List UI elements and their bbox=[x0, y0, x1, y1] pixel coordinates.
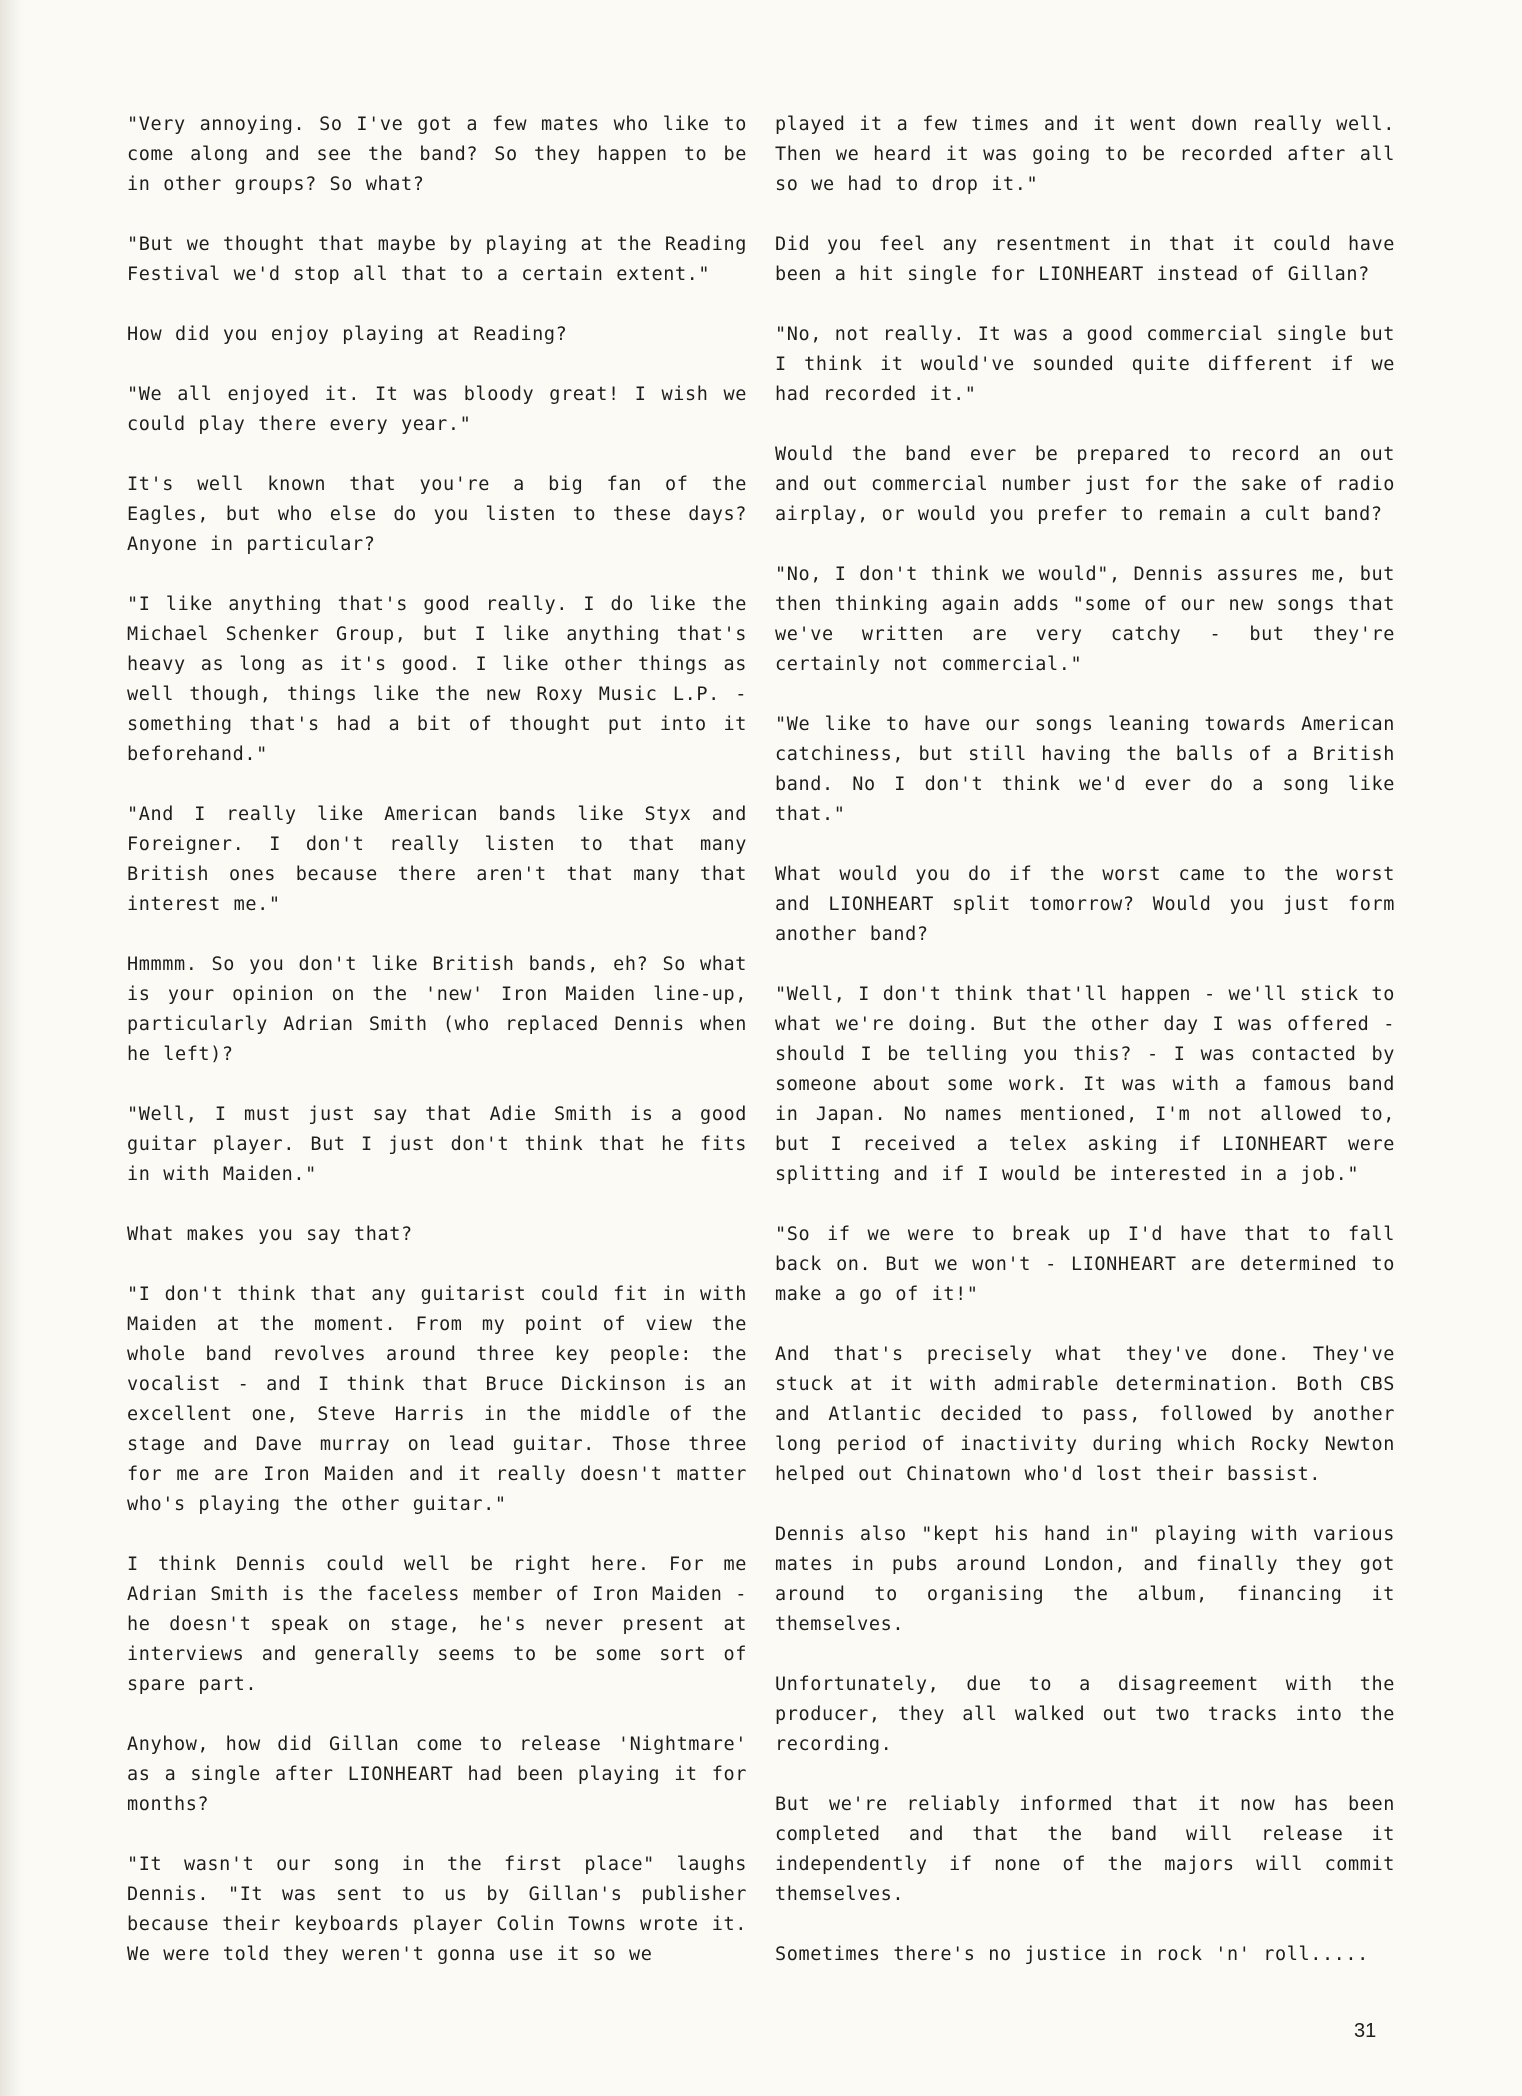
interview-question: What would you do if the worst came to the worst and LIONHEART split tomorrow? Would you just form another band? bbox=[775, 864, 1395, 945]
article-paragraph: "I don't think that any guitarist could fit in with Maiden at the moment. From my point of view the whole band revolves around three key people: the vocalist - and I think that Bruce Dickinson is an excellent one, Steve Harris in the middle of the stage and Dave murray on lead guitar. Those three for me are Iron Maiden and it really doesn't matter who's playing the other guitar." bbox=[127, 1284, 747, 1515]
article-column-right bbox=[775, 110, 1395, 2000]
interview-question: Would the band ever be prepared to record an out and out commercial number just for the sake of radio airplay, or would you prefer to remain a cult band? bbox=[775, 444, 1395, 525]
article-paragraph: Unfortunately, due to a disagreement with the producer, they all walked out two tracks into the recording. bbox=[775, 1674, 1395, 1755]
article-paragraph: "So if we were to break up I'd have that to fall back on. But we won't - LIONHEART are determined to make a go of it!" bbox=[775, 1224, 1395, 1305]
article-column-left bbox=[127, 110, 747, 2000]
article-paragraph: "No, not really. It was a good commercial single but I think it would've sounded quite different if we had recorded it." bbox=[775, 324, 1395, 405]
article-paragraph: "And I really like American bands like Styx and Foreigner. I don't really listen to that many British ones because there aren't that many that interest me." bbox=[127, 804, 747, 915]
article-closing-line: Sometimes there's no justice in rock 'n' roll..... bbox=[775, 1944, 1369, 1965]
article-paragraph: "Well, I don't think that'll happen - we'll stick to what we're doing. But the other day I was offered - should I be telling you this? - I was contacted by someone about some work. It was with a famous band in Japan. No names mentioned, I'm not allowed to, but I received a telex asking if LIONHEART were splitting and if I would be interested in a job." bbox=[775, 984, 1395, 1185]
interview-question: Anyhow, how did Gillan come to release 'Nightmare' as a single after LIONHEART had been playing it for months? bbox=[127, 1734, 747, 1815]
article-paragraph: Dennis also "kept his hand in" playing with various mates in pubs around London, and finally they got around to organising the album, financing it themselves. bbox=[775, 1524, 1395, 1635]
interview-question: It's well known that you're a big fan of the Eagles, but who else do you listen to these days? Anyone in particular? bbox=[127, 474, 747, 555]
article-paragraph: But we're reliably informed that it now has been completed and that the band will release it independently if none of the majors will commit themselves. bbox=[775, 1794, 1395, 1905]
interview-question: How did you enjoy playing at Reading? bbox=[127, 324, 568, 345]
interview-question: Did you feel any resentment in that it could have been a hit single for LIONHEART instead of Gillan? bbox=[775, 234, 1395, 285]
interview-question: Hmmmm. So you don't like British bands, eh? So what is your opinion on the 'new' Iron Maiden line-up, particularly Adrian Smith (who replaced Dennis when he left)? bbox=[127, 954, 747, 1065]
article-paragraph: played it a few times and it went down really well. Then we heard it was going to be recorded after all so we had to drop it." bbox=[775, 114, 1395, 195]
article-paragraph: I think Dennis could well be right here. For me Adrian Smith is the faceless member of Iron Maiden - he doesn't speak on stage, he's never present at interviews and generally seems to be some sort of spare part. bbox=[127, 1554, 747, 1695]
article-paragraph: "It wasn't our song in the first place" laughs Dennis. "It was sent to us by Gillan's publisher because their keyboards player Colin Towns wrote it. We were told they weren't gonna use it so we bbox=[127, 1854, 747, 1965]
article-paragraph: "I like anything that's good really. I do like the Michael Schenker Group, but I like anything that's heavy as long as it's good. I like other things as well though, things like the new Roxy Music L.P. - something that's had a bit of thought put into it beforehand." bbox=[127, 594, 747, 765]
article-paragraph: "But we thought that maybe by playing at the Reading Festival we'd stop all that to a certain extent." bbox=[127, 234, 747, 285]
page-edge-shadow bbox=[0, 0, 22, 2096]
article-paragraph: "Very annoying. So I've got a few mates who like to come along and see the band? So they happen to be in other groups? So what? bbox=[127, 114, 747, 195]
page-number: 31 bbox=[1354, 2020, 1377, 2042]
article-paragraph: "We all enjoyed it. It was bloody great! I wish we could play there every year." bbox=[127, 384, 747, 435]
article-paragraph: And that's precisely what they've done. They've stuck at it with admirable determination. Both CBS and Atlantic decided to pass, followed by another long period of inactivity during which Rocky Newton helped out Chinatown who'd lost their bassist. bbox=[775, 1344, 1395, 1485]
article-paragraph: "No, I don't think we would", Dennis assures me, but then thinking again adds "some of our new songs that we've written are very catchy - but they're certainly not commercial." bbox=[775, 564, 1395, 675]
article-paragraph: "Well, I must just say that Adie Smith is a good guitar player. But I just don't think that he fits in with Maiden." bbox=[127, 1104, 747, 1185]
article-paragraph: "We like to have our songs leaning towards American catchiness, but still having the balls of a British band. No I don't think we'd ever do a song like that." bbox=[775, 714, 1395, 825]
interview-question: What makes you say that? bbox=[127, 1224, 413, 1245]
